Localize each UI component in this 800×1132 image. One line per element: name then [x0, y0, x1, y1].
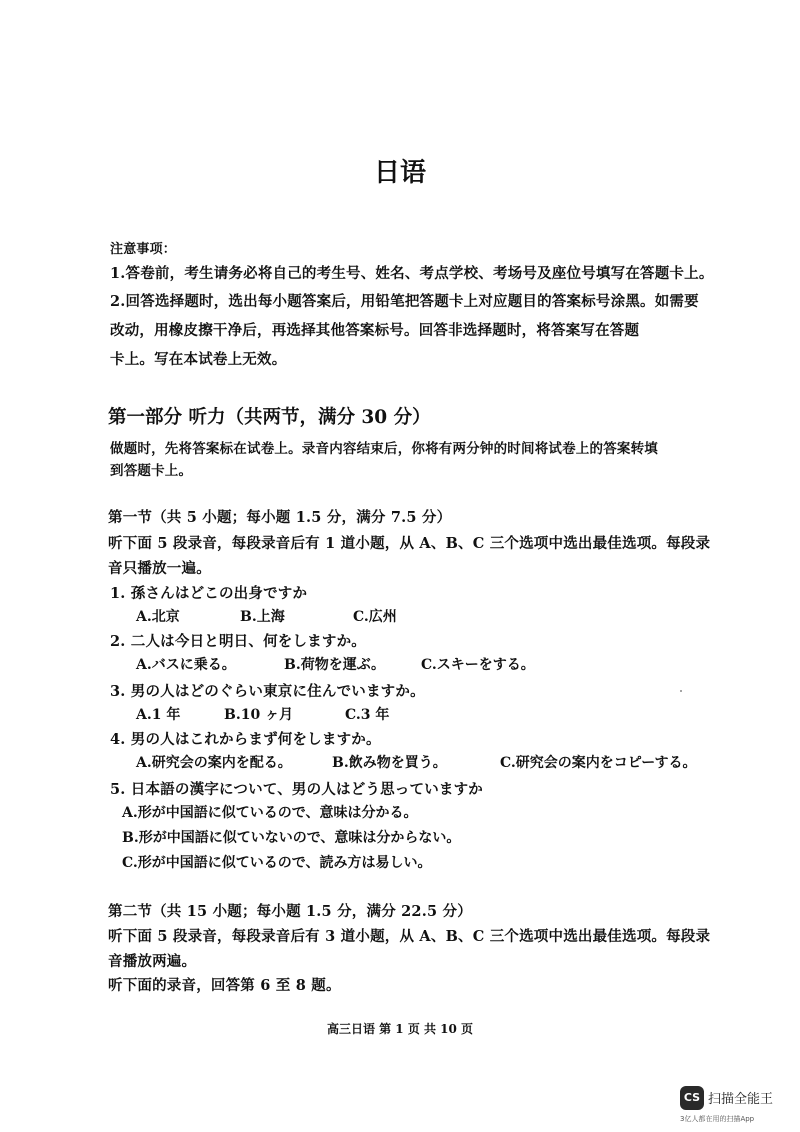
- section2-heading: 第二节（共 15 小题；每小题 1.5 分，满分 22.5 分）: [108, 903, 472, 920]
- notice-line-2a: 2.回答选择题时，选出每小题答案后，用铅笔把答题卡上对应题目的答案标号涂黑。如需要: [110, 293, 699, 310]
- section2-instruction: 听下面的录音，回答第 6 至 8 题。: [108, 977, 341, 994]
- question-1: 1. 孫さんはどこの出身ですか: [110, 585, 308, 602]
- notice-line-2b: 改动，用橡皮擦干净后，再选择其他答案标号。回答非选择题时，将答案写在答题: [110, 322, 640, 339]
- section2-intro-1: 听下面 5 段录音，每段录音后有 3 道小题，从 A、B、C 三个选项中选出最佳选项。每段录: [108, 928, 711, 945]
- watermark-tagline: 3亿人都在用的扫描App: [680, 1115, 755, 1123]
- section1-heading: 第一节（共 5 小题；每小题 1.5 分，满分 7.5 分）: [108, 509, 452, 526]
- part1-intro-1: 做题时，先将答案标在试卷上。录音内容结束后，你将有两分钟的时间将试卷上的答案转填: [110, 441, 658, 457]
- notice-line-2c: 卡上。写在本试卷上无效。: [110, 351, 287, 368]
- scan-speck: [680, 690, 682, 692]
- watermark-name: 扫描全能王: [708, 1092, 774, 1107]
- question-5-option-a: A.形が中国語に似ているので、意味は分かる。: [122, 805, 418, 821]
- page-title: 日语: [373, 158, 426, 188]
- notice-heading: 注意事项：: [110, 242, 177, 257]
- question-1-option-b: B.上海: [240, 609, 285, 625]
- section1-intro-1: 听下面 5 段录音，每段录音后有 1 道小题，从 A、B、C 三个选项中选出最佳选项。每段录: [108, 535, 711, 552]
- question-3-option-b: B.10 ヶ月: [224, 707, 294, 723]
- question-4: 4. 男の人はこれからまず何をしますか。: [110, 731, 381, 748]
- question-2-option-a: A.バスに乗る。: [136, 657, 236, 673]
- question-5: 5. 日本語の漢字について、男の人はどう思っていますか: [110, 781, 484, 798]
- section2-intro-2: 音播放两遍。: [108, 953, 197, 970]
- question-3-option-a: A.1 年: [136, 707, 181, 723]
- question-5-option-b: B.形が中国語に似ていないので、意味は分からない。: [122, 830, 461, 846]
- question-3-option-c: C.3 年: [345, 707, 390, 723]
- question-4-option-a: A.研究会の案内を配る。: [136, 755, 292, 771]
- part1-heading: 第一部分 听力（共两节，满分 30 分）: [108, 407, 431, 428]
- question-2-option-c: C.スキーをする。: [421, 657, 535, 673]
- question-2: 2. 二人は今日と明日、何をしますか。: [110, 633, 366, 650]
- question-3: 3. 男の人はどのぐらい東京に住んでいますか。: [110, 683, 425, 700]
- part1-intro-2: 到答题卡上。: [110, 463, 193, 479]
- question-5-option-c: C.形が中国語に似ているので、読み方は易しい。: [122, 855, 432, 871]
- notice-line-1: 1.答卷前，考生请务必将自己的考生号、姓名、考点学校、考场号及座位号填写在答题卡上。: [110, 265, 714, 282]
- scanner-watermark: [680, 1086, 792, 1126]
- question-2-option-b: B.荷物を運ぶ。: [284, 657, 385, 673]
- camscanner-logo-icon: CS: [680, 1086, 704, 1110]
- question-4-option-c: C.研究会の案内をコピーする。: [500, 755, 697, 771]
- question-4-option-b: B.飲み物を買う。: [332, 755, 447, 771]
- question-1-option-a: A.北京: [136, 609, 180, 625]
- section1-intro-2: 音只播放一遍。: [108, 560, 211, 577]
- question-1-option-c: C.広州: [353, 609, 397, 625]
- page-footer: 高三日语 第 1 页 共 10 页: [326, 1022, 474, 1036]
